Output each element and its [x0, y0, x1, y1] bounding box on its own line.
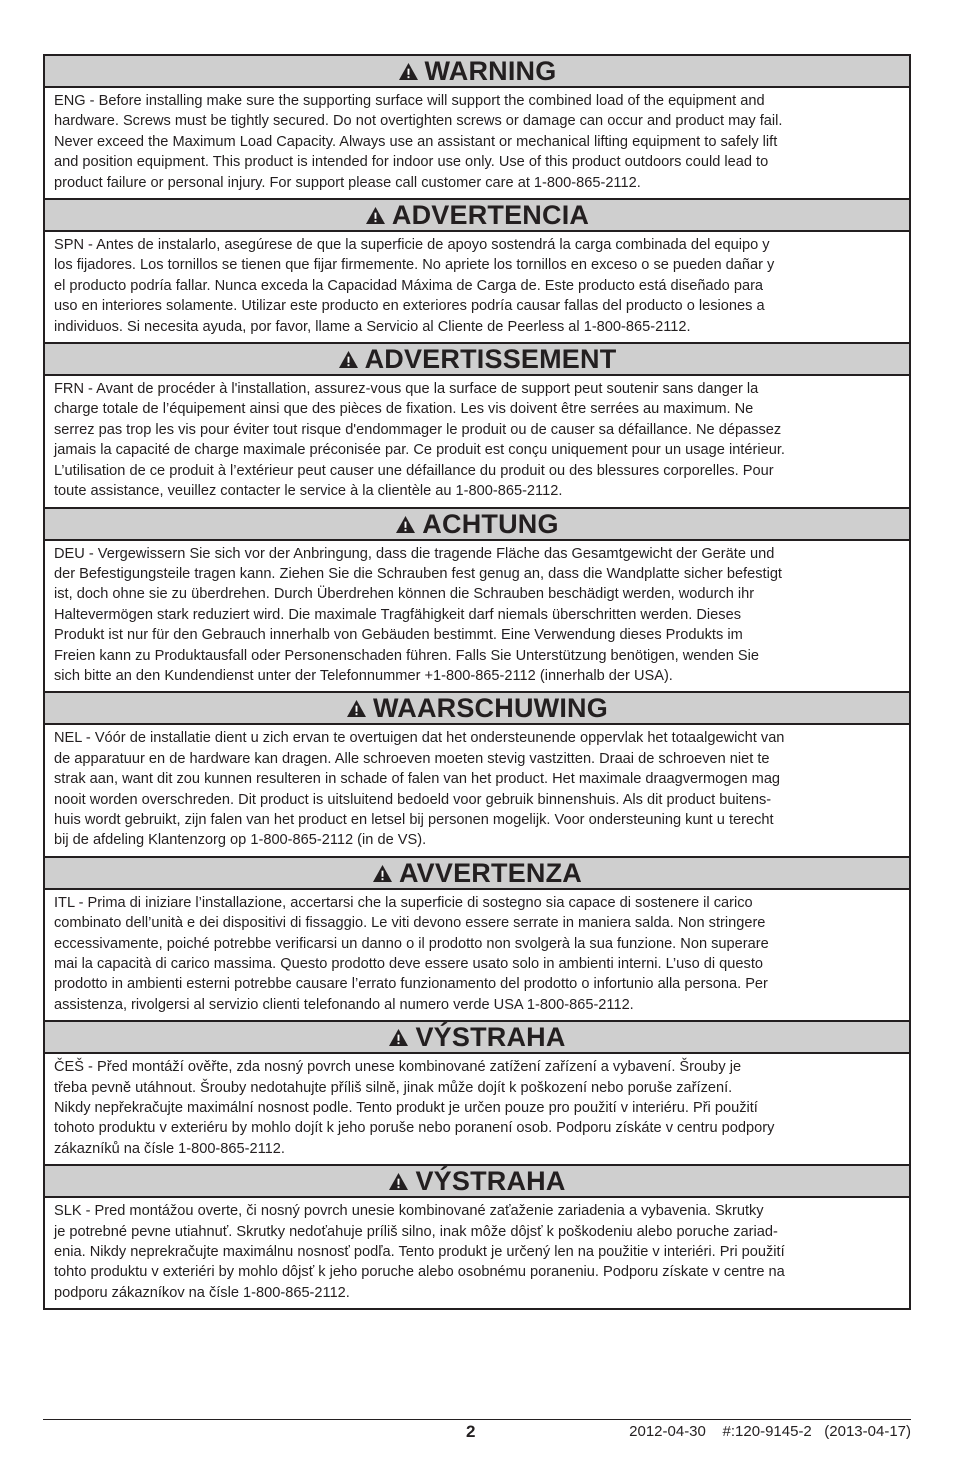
section-header: [45, 200, 909, 232]
warning-section-frn: [45, 342, 909, 506]
warning-triangle-icon: [388, 1172, 409, 1191]
warning-triangle-icon: [395, 515, 416, 534]
section-header: [45, 344, 909, 376]
section-title: VÝSTRAHA: [415, 1022, 566, 1053]
section-title: VÝSTRAHA: [415, 1166, 566, 1197]
section-title: WAARSCHUWING: [373, 693, 608, 724]
warning-triangle-icon: [398, 62, 419, 81]
section-body: ENG - Before installing make sure the supporting surface will support the combined load of the equipment and hardware. Screws must be tightly secured. Do not overtighten screws or damage can occur and product may fail. Never exceed the Maximum Load Capacity. Always use an assistant or mechanical lifting equipment to safely lift and position equipment. This product is intended for indoor use only. Use of this product outdoors could lead to product failure or personal injury. For support please call customer care at 1-800-865-2112.: [54, 93, 783, 191]
section-title: WARNING: [424, 56, 557, 86]
warning-triangle-icon: [388, 1028, 409, 1047]
page-number: 2: [466, 1422, 476, 1441]
section-header: [45, 858, 909, 890]
warnings-box: [43, 54, 911, 1310]
section-body: ČEŠ - Před montáží ověřte, zda nosný povrch unese kombinované zatížení zařízení a vybavení. Šrouby je třeba pevně utáhnout. Šrouby nedotahujte příliš silně, jinak může dojít k poškození nebo poruše zařízení. Nikdy nepřekračujte maximální nosnost podle. Tento produkt je určen pouze pro použití v interiéru. Při použití tohoto produktu v exteriéru by mohlo dojít k jeho poruše nebo poranení osob. Podporu získáte v centru podpory zákazníků na čísle 1-800-865-2112.: [54, 1059, 775, 1157]
warning-triangle-icon: [372, 864, 393, 883]
section-header: [45, 693, 909, 725]
section-title: ADVERTENCIA: [391, 200, 590, 231]
section-title: ADVERTISSEMENT: [364, 344, 617, 375]
warning-section-spn: [45, 198, 909, 342]
section-body: SLK - Pred montážou overte, či nosný povrch unesie kombinované zaťaženie zariadenia a vybavenia. Skrutky je potrebné pevne utiahnuť. Skrutky nedoťahuje príliš silno, inak môže dôjsť k poškodeniu alebo poruche zariad- enia. Nikdy neprekračujte maximálnu nosnosť podľa. Tento produkt je určený len na použitie v interiéri. Pri použití tohto produktu v exteriéri by mohlo dôjsť k jeho poruche alebo osobnému poraneniu. Podporu získate v centre na podporu zákazníkov na čísle 1-800-865-2112.: [54, 1203, 785, 1301]
section-header: [45, 56, 909, 88]
warning-section-nel: [45, 691, 909, 855]
document-info: 2012-04-30 #:120-9145-2 (2013-04-17): [629, 1423, 911, 1440]
warning-section-eng: [45, 56, 909, 198]
section-title: AVVERTENZA: [398, 857, 582, 888]
section-body: SPN - Antes de instalarlo, asegúrese de que la superficie de apoyo sostendrá la carga combinada del equipo y los fijadores. Los tornillos se tienen que fijar firmemente. No apriete los tornillos en exceso o se pueden dañar y el producto podría fallar. Nunca exceda la Capacidad Máxima de Carga de. Este producto está diseñado para uso en interiores solamente. Utilizar este producto en exteriores podría causar fallas del producto o lesiones a individuos. Si necesita ayuda, por favor, llame a Servicio al Cliente de Peerless al 1-800-865-2112.: [54, 237, 775, 335]
warning-triangle-icon: [365, 206, 386, 225]
warning-section-ces: [45, 1020, 909, 1164]
section-body: DEU - Vergewissern Sie sich vor der Anbringung, dass die tragende Fläche das Gesamtgewicht der Geräte und der Befestigungsteile tragen kann. Ziehen Sie die Schrauben fest genug an, dass die Wandplatte sicher befestigt ist, doch ohne sie zu überdrehen. Durch Überdrehen können die Schrauben beschädigt werden, wodurch ihr Haltevermögen stark reduziert wird. Die maximale Tragfähigkeit darf niemals überschritten werden. Dieses Produkt ist nur für den Gebrauch innerhalb von Gebäuden bestimmt. Eine Verwendung dieses Produkts im Freien kann zu Produktausfall oder Personenschaden führen. Falls Sie Unterstützung benötigen, wenden Sie sich bitte an den Kundendienst unter der Telefonnummer +1-800-865-2112 (innerhalb der USA).: [54, 545, 782, 684]
section-title: ACHTUNG: [422, 508, 559, 539]
section-header: [45, 509, 909, 541]
section-body: ITL - Prima di iniziare l’installazione, accertarsi che la superficie di sostegno sia capace di sostenere il carico combinato dell’unità e dei dispositivi di fissaggio. Le viti devono essere serrate in maniera salda. Non stringere eccessivamente, poiché potrebbe verificarsi un danno o il prodotto non svolgerà la sua funzione. Non superare mai la capacità di carico massima. Questo prodotto deve essere usato solo in ambienti interni. L’uso di questo prodotto in ambienti esterni potrebbe causare l’errato funzionamento del prodotto o infortunio alla persona. Per assistenza, rivolgersi al servizio clienti telefonando al numero verde USA 1-800-865-2112.: [54, 894, 769, 1013]
section-body: NEL - Vóór de installatie dient u zich ervan te overtuigen dat het ondersteunende oppervlak het totaalgewicht van de apparatuur en de hardware kan dragen. Alle schroeven moeten stevig vastzitten. Draai de schroeven niet te strak aan, want dit zou kunnen resulteren in schade of falen van het product. Het maximale draagvermogen mag nooit worden overschreden. Dit product is uitsluitend bedoeld voor gebruik binnenshuis. Als dit product buitens- huis wordt gebruikt, zijn falen van het product en letsel bij personen mogelijk. Voor ondersteuning kunt u terecht bij de afdeling Klantenzorg op 1-800-865-2112 (in de VS).: [54, 730, 785, 849]
warning-triangle-icon: [338, 350, 359, 369]
footer-divider: [43, 1419, 911, 1420]
section-header: [45, 1166, 909, 1198]
warning-section-deu: [45, 507, 909, 692]
warning-triangle-icon: [346, 699, 367, 718]
section-header: [45, 1022, 909, 1054]
warning-section-itl: [45, 856, 909, 1020]
warning-section-slk: [45, 1164, 909, 1308]
section-body: FRN - Avant de procéder à l'installation, assurez-vous que la surface de support peut soutenir sans danger la charge totale de l’équipement ainsi que des pièces de fixation. Les vis doivent être serrées au maximum. Ne serrez pas trop les vis pour éviter tout risque d'endommager le produit ou de causer sa défaillance. Ne dépassez jamais la capacité de charge maximale préconisée par. Ce produit est conçu uniquement pour un usage intérieur. L’utilisation de ce produit à l’extérieur peut causer une défaillance du produit ou des blessures corporelles. Pour toute assistance, veuillez contacter le service à la clientèle au 1-800-865-2112.: [54, 381, 785, 500]
